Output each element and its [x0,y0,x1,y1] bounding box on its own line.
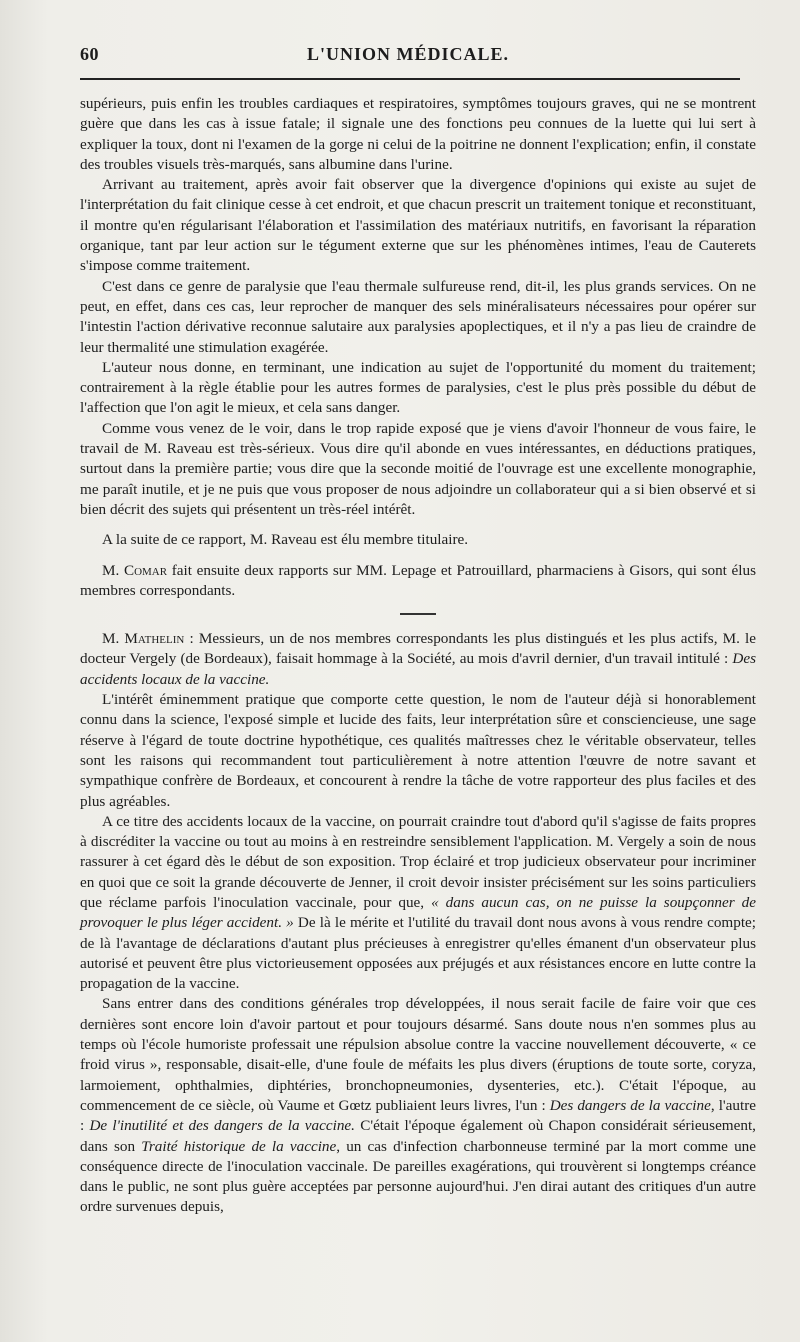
paragraph-3: C'est dans ce genre de paralysie que l'eau thermale sulfureuse rend, dit-il, les plus grands services. On ne peut, en effet, dans ces cas, leur reprocher de manquer des sels minéralisateurs nécessaires pour opérer sur l'intestin l'action dérivative reconnue salutaire aux paralysies apoplectiques, et il n'y a pas lieu de craindre de leur thermalité une stimulation exagérée. [80,277,756,356]
paragraph-4: L'auteur nous donne, en terminant, une indication au sujet de l'opportunité du moment du traitement; contrairement à la règle établie pour les autres formes de paralysies, c'est le plus près possible du début de l'affection que l'on agit le mieux, et cela sans danger. [80,358,756,417]
book-title: De l'inutilité et des dangers de la vaccine. [89,1117,355,1135]
quotation: « dans aucun cas, on ne puisse la soupçonner de provoquer le plus léger accident. » [80,893,756,932]
paragraph-text: , un cas d'infection charbonneuse terminé par la mort comme une conséquence directe de l'inoculation vaccinale. De pareilles exagérations, qui trouvèrent si longtemps créance dans le public, ne sont plus guère acceptées par personne aujourd'hui. J'en dirai autant des critiques d'un autre ordre survenues depuis, [80,1137,757,1216]
paragraph-text: fait ensuite deux rapports sur MM. Lepage et Patrouillard, pharmaciens à Gisors, qui sont élus membres correspondants. [80,561,756,599]
paragraph-text: A ce titre des accidents locaux de la vaccine, on pourrait craindre tout d'abord qu'il s'agisse de faits propres à discréditer la vaccine ou tout au moins à en restreindre sensiblement l'application. M. Vergely a soin de nous rassurer à cet égard dès le début de son exposition. Trop éclairé et trop judicieux observateur pour incriminer en quoi que ce soit la grande découverte de Jenner, il croit devoir insister précisément sur les soins particuliers que réclame parfois l'inoculation vaccinale, pour que, [80,812,756,911]
paragraph-text: , l'autre : [80,1096,757,1135]
running-head [80,44,756,74]
paragraph-11 [80,994,756,1217]
article-body [80,94,756,1218]
paragraph-text: C'était l'époque également où Chapon considérait sérieusement, dans son [80,1117,756,1155]
header-rule [80,78,740,80]
paragraph-5: Comme vous venez de le voir, dans le trop rapide exposé que je viens d'avoir l'honneur de vous faire, le travail de M. Raveau est très-sérieux. Vous dire qu'il abonde en vues intéressantes, en déductions pratiques, surtout dans la première partie; vous dire que la seconde moitié de l'ouvrage est une excellente monographie, me paraît inutile, et je ne puis que vous proposer de nous adjoindre un collaborateur qui a si bien observé et si bien décrit des sujets qui présentent un très-réel intérêt. [80,419,756,518]
paragraph-9: L'intérêt éminemment pratique que comporte cette question, le nom de l'auteur déjà si honorablement connu dans la science, l'exposé simple et lucide des faits, leur interprétation sûre et consciencieuse, une sage réserve à l'égard de toute doctrine hypothétique, ces qualités maîtresses chez le véritable observateur, telles sont les raisons qui recommandent tout particulièrement à notre attention l'œuvre de notre savant et sympathique confrère de Bordeaux, et concourent à rendre la tâche de votre rapporteur des plus faciles et des plus agréables. [80,691,756,810]
paragraph-text: Sans entrer dans des conditions générales trop développées, il nous serait facile de faire voir que ces dernières sont encore loin d'avoir partout et pour toujours désarmé. Sans doute nous n'en sommes plus au temps où l'école humoriste professait une répulsion absolue contre la vaccine nouvellement découverte, « ce froid virus », responsable, disait-elle, d'une foule de méfaits les plus divers (éruptions de toute sorte, coryza, larmoiement, ophthalmies, diphtéries, bronchopneumonies, dysenteries, etc.). C'était l'époque, au commencement de ce siècle, où Vaume et Gœtz publiaient leurs livres, l'un : [80,995,756,1114]
paragraph-2: Arrivant au traitement, après avoir fait observer que la divergence d'opinions qui existe au sujet de l'interprétation du fait clinique cesse à cet endroit, et que chacun prescrit un traitement tonique et reconstituant, il montre qu'en régularisant l'élaboration et l'assimilation des matériaux nutritifs, en favorisant la réparation organique, tant par leur action sur le tégument externe que sur les phénomènes intimes, l'eau de Cauterets s'impose comme traitement. [80,176,756,275]
speaker-name: M. Comar [102,561,168,579]
paragraph-10 [80,812,756,995]
work-title: Des accidents locaux de la vaccine. [80,650,756,688]
book-title: Des dangers de la vaccine [549,1096,711,1114]
book-title: Traité historique de la vaccine [141,1137,337,1155]
section-separator [400,613,436,615]
page-number: 60 [80,44,99,64]
paragraph-1: supérieurs, puis enfin les troubles cardiaques et respiratoires, symptômes toujours graves, qui ne se montrent guère que dans les cas à issue fatale; il signale une des fonctions peu connues de la luette qui lui sert à expliquer la toux, dont ni l'examen de la gorge ni celui de la poitrine ne donnent l'explication; enfin, il constate des troubles visuels très-marqués, sans albumine dans l'urine. [80,95,756,173]
election-paragraph: A la suite de ce rapport, M. Raveau est élu membre titulaire. [102,531,469,549]
mathelin-paragraph [80,629,756,690]
comar-paragraph [80,561,756,602]
paragraph-text: De là le mérite et l'utilité du travail dont nous avons à vous rendre compte; de là l'avantage de déclarations d'autant plus précieuses à enregistrer qu'elles émanent d'un observateur plus autorisé et peuvent être plus victorieusement opposées aux préjugés et aux résistances encore en lutte contre la propagation de la vaccine. [80,914,756,993]
journal-title: L'UNION MÉDICALE. [306,44,510,64]
paragraph-text: : Messieurs, un de nos membres correspondants les plus distingués et les plus actifs, M. le docteur Vergely (de Bordeaux), faisait hommage à la Société, au mois d'avril dernier, d'un travail intitulé : [80,630,756,668]
speaker-name: M. Mathelin [102,630,185,648]
